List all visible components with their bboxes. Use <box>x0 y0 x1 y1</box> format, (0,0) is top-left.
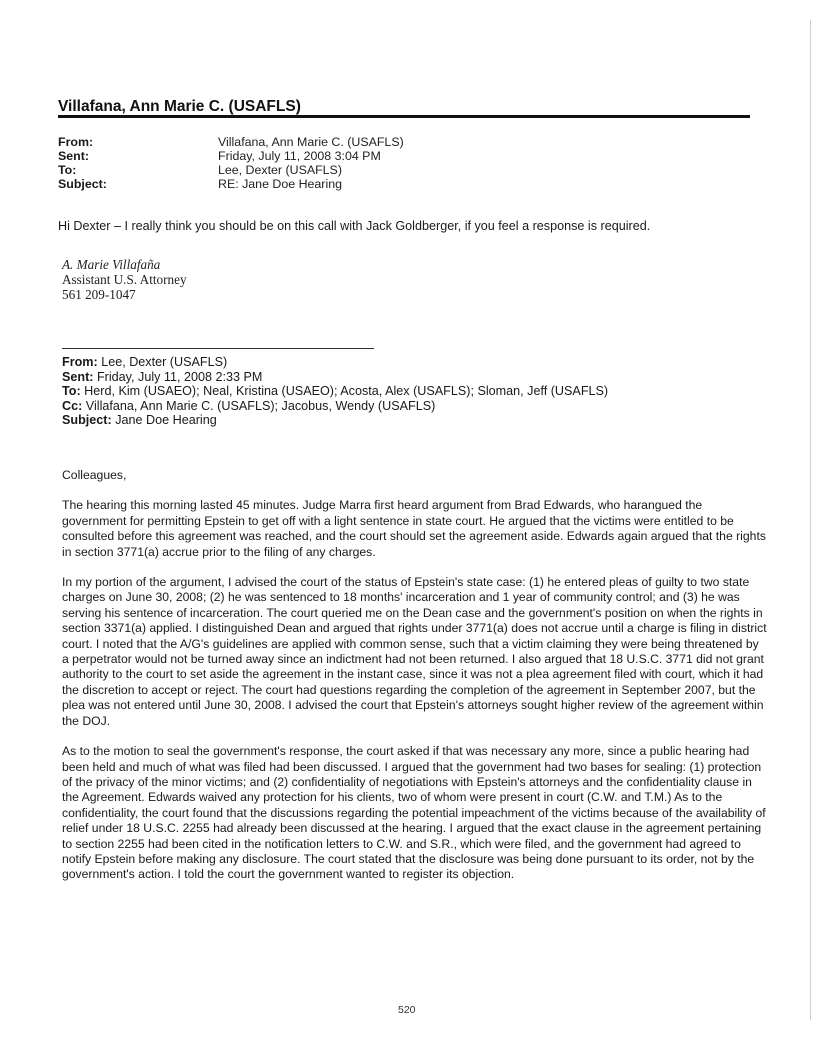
fwd-to-label: To: <box>62 384 81 398</box>
forwarded-body <box>62 468 767 898</box>
forward-divider <box>62 348 374 349</box>
page-edge-divider <box>810 20 811 1020</box>
to-value: Lee, Dexter (USAFLS) <box>218 163 342 177</box>
fwd-from-label: From: <box>62 355 98 369</box>
signature-phone: 561 209-1047 <box>62 287 136 302</box>
body-paragraph: In my portion of the argument, I advised the court of the status of Epstein's state case: (1) he entered pleas of guilty to two state charges on June 30, 2008; (2) he was sentenced to 18 months' incarceration and 1 year of community control; and (3) he was serving his sentence of incarceration. The court queried me on the Dean case and the government's position on when the rights in section 3371(a) applied. I distinguished Dean and argued that rights under 3771(a) does not accrue until a charge is filing in district court. I noted that the A/G's guidelines are applied with common sense, such that a victim claiming they were being threatened by a perpetrator would not be turned away since an indictment had not been returned. I also argued that 18 U.S.C. 3771 did not grant authority to the court to set aside the agreement in the instant case, since it was not a plea agreement filed with court, which it had the discretion to accept or reject. The court had questions regarding the completion of the agreement in September 2007, but the plea was not entered until June 30, 2008. I advised the court that Epstein's attorneys sought higher review of the agreement within the DOJ. <box>62 575 767 728</box>
subject-value: RE: Jane Doe Hearing <box>218 177 342 191</box>
fwd-from-row <box>62 355 782 370</box>
banner-underline <box>58 115 750 118</box>
fwd-subject-value: Jane Doe Hearing <box>115 413 217 427</box>
body-paragraph: The hearing this morning lasted 45 minutes. Judge Marra first heard argument from Brad Edwards, who harangued the government for permitting Epstein to get off with a light sentence in state court. He argued that the victims were entitled to be consulted before this agreement was reached, and the court should set the agreement aside. Edwards again argued that the rights in section 3771(a) accrue prior to the filing of any charges. <box>62 498 766 559</box>
fwd-cc-label: Cc: <box>62 398 83 413</box>
fwd-to-row <box>62 384 782 399</box>
page-number: 520 <box>398 1004 416 1016</box>
fwd-to-value: Herd, Kim (USAEO); Neal, Kristina (USAEO); Acosta, Alex (USAFLS); Sloman, Jeff (USAFLS) <box>84 384 609 398</box>
reply-message: Hi Dexter – I really think you should be on this call with Jack Goldberger, if you feel a response is required. <box>58 219 651 233</box>
subject-label: Subject: <box>58 177 107 191</box>
fwd-sent-value: Friday, July 11, 2008 2:33 PM <box>96 369 263 384</box>
fwd-from-value: Lee, Dexter (USAFLS) <box>101 355 228 369</box>
signature-name: A. Marie Villafaña <box>62 257 161 272</box>
fwd-cc-row <box>62 399 782 414</box>
from-value: Villafana, Ann Marie C. (USAFLS) <box>218 135 404 149</box>
signature-title: Assistant U.S. Attorney <box>62 272 187 287</box>
header-to-row <box>58 163 404 177</box>
sent-value: Friday, July 11, 2008 3:04 PM <box>218 149 381 163</box>
sent-label: Sent: <box>58 149 89 163</box>
header-sent-row <box>58 149 404 163</box>
fwd-sent-row <box>62 370 782 385</box>
to-label: To: <box>58 163 77 177</box>
fwd-cc-value: Villafana, Ann Marie C. (USAFLS); Jacobus, Wendy (USAFLS) <box>85 398 436 413</box>
fwd-subject-label: Subject: <box>62 413 112 427</box>
fwd-sent-label: Sent: <box>62 369 94 384</box>
email-header <box>58 135 404 191</box>
body-paragraph: As to the motion to seal the government's response, the court asked if that was necessary any more, since a public hearing had been held and much of what was filed had been discussed. I argued that the government had two bases for sealing: (1) protection of the privacy of the minor victims; and (2) confidentiality of negotiations with Epstein's attorneys and the confidentiality clause in the Agreement. Edwards waived any protection for his clients, two of whom were present in court (C.W. and T.M.) As to the confidentiality, the court found that the discussions regarding the potential impeachment of the victims because of the availability of relief under 18 U.S.C. 2255 had already been discussed at the hearing. I argued that the exact clause in the agreement pertaining to section 2255 had been cited in the notification letters to C.W. and S.R., which were filed, and the government had agreed to notify Epstein before making any disclosure. The court stated that the disclosure was being done pursuant to its order, not by the government's action. I told the court the government wanted to register its objection. <box>62 744 766 882</box>
sender-banner: Villafana, Ann Marie C. (USAFLS) <box>58 98 301 115</box>
signature-block <box>62 257 187 302</box>
header-from-row <box>58 135 404 149</box>
fwd-subject-row <box>62 413 782 428</box>
salutation: Colleagues, <box>62 468 127 482</box>
forwarded-header <box>62 355 782 428</box>
header-subject-row <box>58 177 404 191</box>
from-label: From: <box>58 135 94 149</box>
